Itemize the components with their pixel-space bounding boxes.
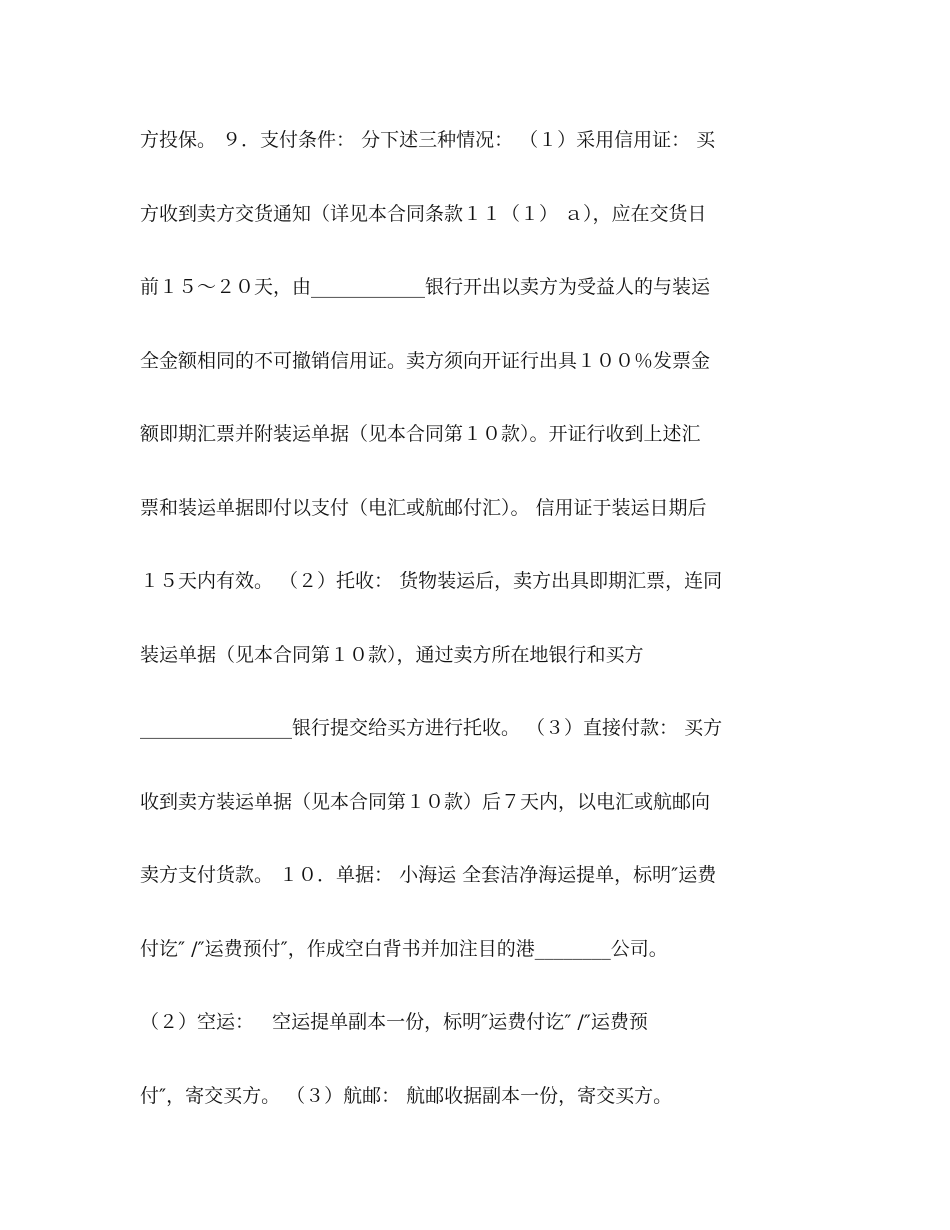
text-line: 额即期汇票并附装运单据（见本合同第１０款）。开证行收到上述汇 [140, 423, 701, 445]
text-line: 全金额相同的不可撤销信用证。卖方须向开证行出具１００％发票金 [140, 349, 711, 372]
contract-body-text [140, 118, 820, 1147]
text-line: 付″，寄交买方。 （３）航邮： 航邮收据副本一份，寄交买方。 [140, 1084, 673, 1107]
text-line: 方投保。 ９．支付条件： 分下述三种情况： （１）采用信用证： 买 [140, 129, 716, 151]
text-line: 前１５～２０天，由____________银行开出以卖方为受益人的与装运 [140, 276, 711, 298]
text-line: （２）空运： 空运提单副本一份，标明″运费付讫″ /″运费预 [140, 1011, 648, 1033]
text-line: 方收到卖方交货通知（详见本合同条款１１（１） ａ），应在交货日 [140, 202, 707, 225]
text-line: 装运单据（见本合同第１０款），通过卖方所在地银行和买方 [140, 643, 644, 666]
text-line: ________________银行提交给买方进行托收。 （３）直接付款： 买方 [140, 717, 723, 739]
text-line: １５天内有效。 （２）托收： 货物装运后，卖方出具即期汇票，连同 [140, 570, 723, 592]
text-line: 卖方支付货款。 １０．单据： 小海运 全套洁净海运提单，标明″运费 [140, 864, 717, 886]
text-line: 付讫″ /″运费预付″，作成空白背书并加注目的港________公司。 [140, 937, 668, 960]
text-line: 票和装运单据即付以支付（电汇或航邮付汇）。 信用证于装运日期后 [140, 496, 707, 519]
text-line: 收到卖方装运单据（见本合同第１０款）后７天内，以电汇或航邮向 [140, 790, 711, 813]
